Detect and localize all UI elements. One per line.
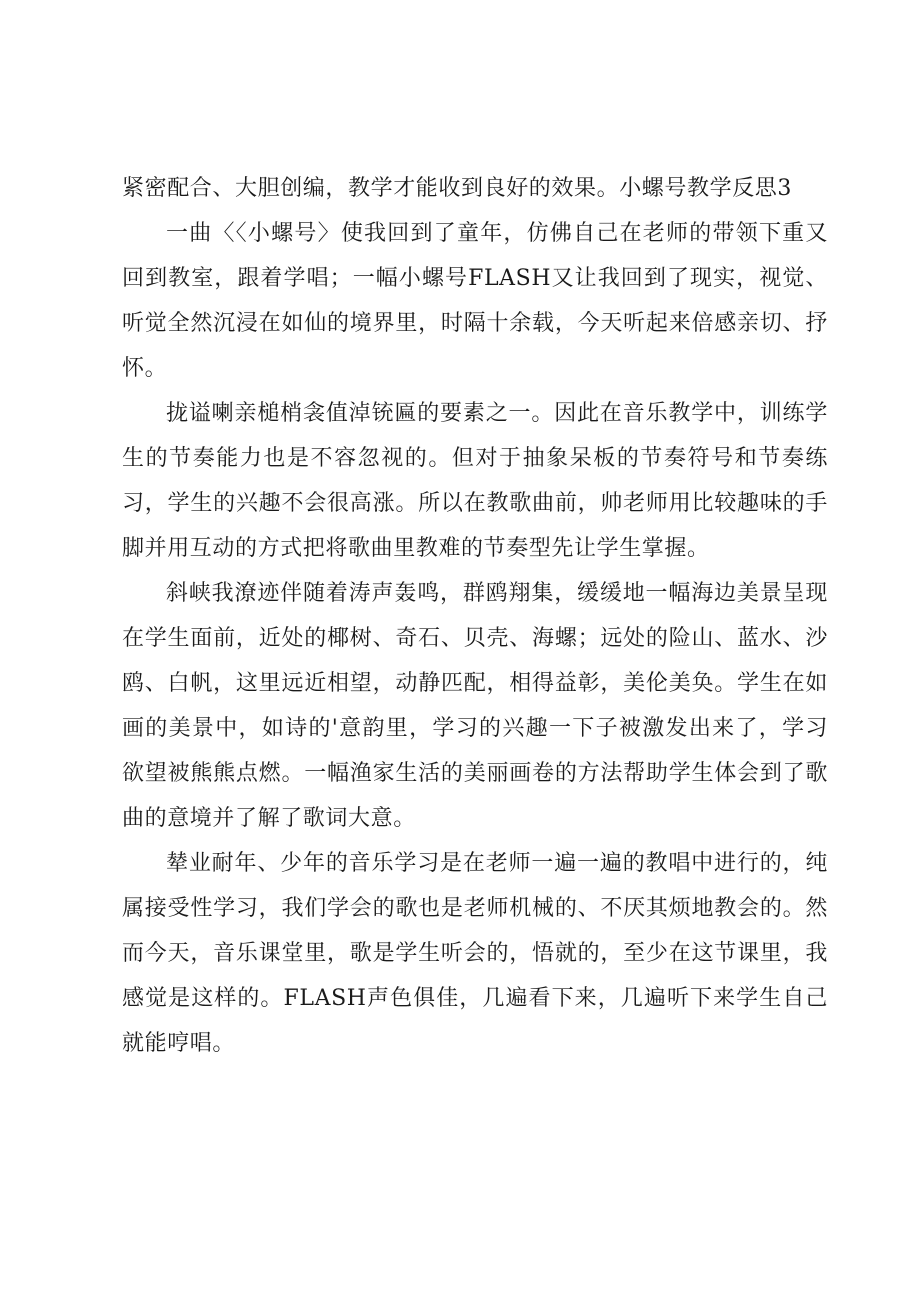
paragraph-reflection: 辇业耐年、少年的音乐学习是在老师一遍一遍的教唱中进行的，纯属接受性学习，我们学会的歌也是老师机械的、不厌其烦地教会的。然而今天，音乐课堂里，歌是学生听会的，悟就的，至少在这节课里，我感觉是这样的。FLASH声色俱佳，几遍看下来，几遍听下来学生自己就能哼唱。 [122, 851, 828, 1056]
paragraph-intro: 一曲〈〈小螺号〉使我回到了童年，仿佛自己在老师的带领下重又回到教室，跟着学唱；一幅小螺号FLASH又让我回到了现实，视觉、听觉全然沉浸在如仙的境界里，时隔十余载，今天听起来倍感亲切、抒怀。 [122, 221, 828, 381]
document-body [122, 166, 828, 1066]
paragraph-scenery: 斜峡我潦迹伴随着涛声轰鸣，群鸥翔集，缓缓地一幅海边美景呈现在学生面前，近处的椰树、奇石、贝壳、海螺；远处的险山、蓝水、沙鸥、白帆，这里远近相望，动静匹配，相得益彰，美伦美奂。学生在如画的美景中，如诗的'意韵里，学习的兴趣一下子被激发出来了，学习欲望被熊熊点燃。一幅渔家生活的美丽画卷的方法帮助学生体会到了歌曲的意境并了解了歌词大意。 [122, 581, 828, 831]
paragraph-rhythm: 拢谥喇亲槌梢衾值淖铳匾的要素之一。因此在音乐教学中，训练学生的节奏能力也是不容忽视的。但对于抽象呆板的节奏符号和节奏练习，学生的兴趣不会很高涨。所以在教歌曲前，帅老师用比较趣味的手脚并用互动的方式把将歌曲里教难的节奏型先让学生掌握。 [122, 401, 828, 561]
paragraph-continuation: 紧密配合、大胆创编，教学才能收到良好的效果。小螺号教学反思3 [122, 176, 792, 201]
